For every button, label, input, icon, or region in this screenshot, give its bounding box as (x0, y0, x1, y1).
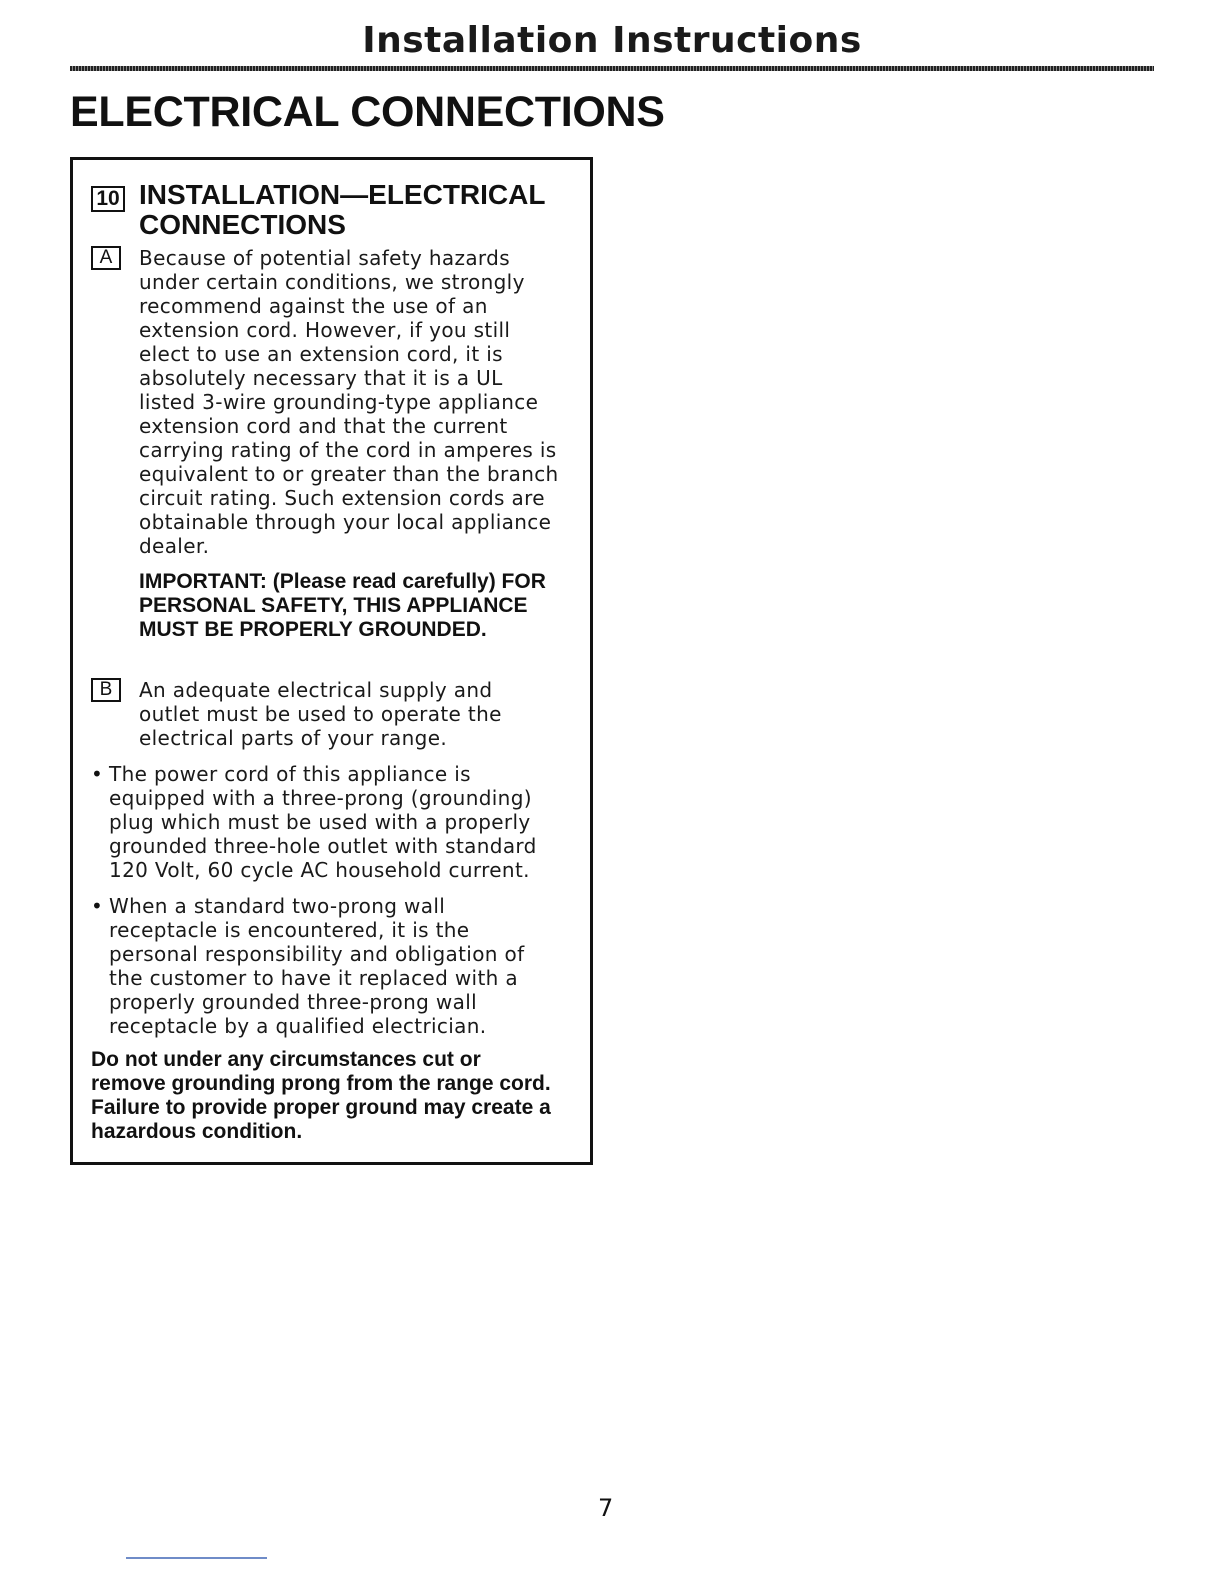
section-title: ELECTRICAL CONNECTIONS (70, 88, 665, 136)
item-b-letter-badge: B (91, 678, 121, 702)
step-number-badge: 10 (91, 186, 125, 212)
step-title: INSTALLATION—ELECTRICAL CONNECTIONS (139, 179, 545, 240)
important-notice: IMPORTANT: (Please read carefully) FOR PERSONAL SAFETY, THIS APPLIANCE MUST BE PROPERLY GROUNDED. (139, 570, 546, 641)
bullet-2-text: When a standard two-prong wall receptacle is encountered, it is the personal responsibility and obligation of the customer to have it replaced with a properly grounded three-prong wall receptacle by a qualified electrician. (109, 894, 525, 1038)
running-header-title: Installation Instructions (362, 20, 862, 61)
item-a-letter-badge: A (91, 246, 121, 270)
footer-link-underline (126, 1557, 267, 1559)
bullet-1-marker: • (91, 762, 103, 786)
page-number: 7 (598, 1494, 614, 1522)
item-b-text: An adequate electrical supply and outlet must be used to operate the electrical parts of your range. (139, 678, 502, 750)
grounding-warning: Do not under any circumstances cut or remove grounding prong from the range cord. Failure to provide proper ground may create a hazardous condition. (91, 1048, 551, 1143)
bullet-2-marker: • (91, 894, 103, 918)
header-divider (70, 66, 1154, 71)
bullet-1-text: The power cord of this appliance is equipped with a three-prong (grounding) plug which must be used with a properly grounded three-hole outlet with standard 120 Volt, 60 cycle AC household current. (109, 762, 537, 882)
item-a-text: Because of potential safety hazards under certain conditions, we strongly recommend against the use of an extension cord. However, if you still elect to use an extension cord, it is absolutely necessary that it is a UL listed 3-wire grounding-type appliance extension cord and that the current carrying rating of the cord in amperes is equivalent to or greater than the branch circuit rating. Such extension cords are obtainable through your local appliance dealer. (139, 246, 559, 558)
instruction-box (70, 157, 593, 1165)
